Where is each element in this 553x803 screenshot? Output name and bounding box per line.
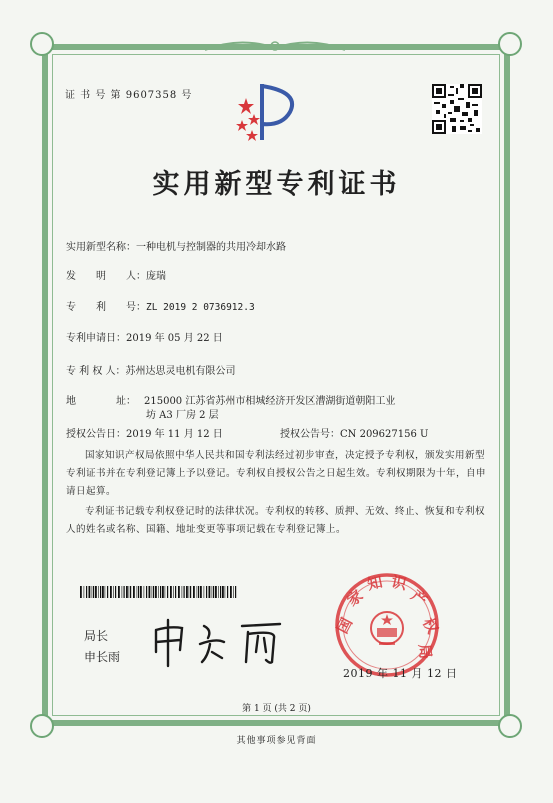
signatory-name: 申长雨 <box>84 650 121 664</box>
svg-text:权: 权 <box>418 614 442 637</box>
utility-name-label: 实用新型名称： <box>66 242 136 253</box>
certificate-number: 证 书 号 第 9607358 号 <box>65 90 193 101</box>
patentee-row <box>66 362 236 377</box>
utility-name-value: 一种电机与控制器的共用冷却水路 <box>136 242 286 253</box>
address-line-1: 215000 江苏省苏州市相城经济开发区漕湖街道朝阳工业 <box>144 396 396 407</box>
filing-date-value: 2019 年 05 月 22 日 <box>126 333 223 344</box>
cnipa-logo <box>232 78 302 146</box>
page-number: 第 1 页 (共 2 页) <box>242 704 311 714</box>
announce-number-label: 授权公告号： <box>280 429 340 440</box>
inventor-row <box>66 267 166 282</box>
svg-text:家: 家 <box>343 586 367 610</box>
signatory-title: 局长 <box>84 629 109 643</box>
announce-number-value: CN 209627156 U <box>340 429 429 440</box>
top-ornament <box>200 36 350 56</box>
certificate-title: 实用新型专利证书 <box>152 169 401 200</box>
patent-number-label: 专 利 号： <box>66 302 146 313</box>
address-row <box>66 392 395 407</box>
address-line-2: 坊 A3 厂房 2 层 <box>146 410 219 421</box>
barcode <box>80 586 240 598</box>
notice-paragraph: 国家知识产权局依照中华人民共和国专利法经过初步审查，决定授予专利权，颁发实用新型专利证书并在专利登记簿上予以登记。专利权自授权公告之日起生效。专利权期限为十年，自申请日起算。 <box>66 450 487 497</box>
inventor-label: 发 明 人： <box>66 271 146 282</box>
notice-text <box>66 447 491 539</box>
qr-code <box>432 84 482 134</box>
inventor-value: 庞瑞 <box>146 271 166 282</box>
address-row-2 <box>146 406 219 421</box>
announce-date-row <box>66 425 223 440</box>
filing-date-row <box>66 329 223 344</box>
handwritten-signature <box>150 612 290 668</box>
footer-note: 其他事项参见背面 <box>236 736 317 746</box>
corner-ornament <box>30 32 54 56</box>
svg-text:局: 局 <box>415 643 435 660</box>
filing-date-label: 专利申请日： <box>66 333 126 344</box>
svg-text:知: 知 <box>365 572 385 594</box>
corner-ornament <box>498 32 522 56</box>
svg-text:产: 产 <box>407 586 431 610</box>
svg-text:识: 识 <box>389 572 409 594</box>
utility-name-row <box>66 238 286 253</box>
announce-number-row <box>280 425 428 440</box>
announce-date-value: 2019 年 11 月 12 日 <box>126 429 223 440</box>
svg-text:国: 国 <box>333 614 357 637</box>
patentee-label: 专 利 权 人： <box>66 366 126 377</box>
patent-number-value: ZL 2019 2 0736912.3 <box>146 302 255 313</box>
announce-date-label: 授权公告日： <box>66 429 126 440</box>
patentee-value: 苏州达思灵电机有限公司 <box>125 366 236 377</box>
address-label: 地 址： <box>66 396 136 407</box>
notice-paragraph: 专利证书记载专利权登记时的法律状况。专利权的转移、质押、无效、终止、恢复和专利权人的姓名或名称、国籍、地址变更等事项记载在专利登记簿上。 <box>66 506 486 535</box>
seal-date: 2019 年 11 月 12 日 <box>343 667 458 680</box>
patent-number-row <box>66 298 255 313</box>
